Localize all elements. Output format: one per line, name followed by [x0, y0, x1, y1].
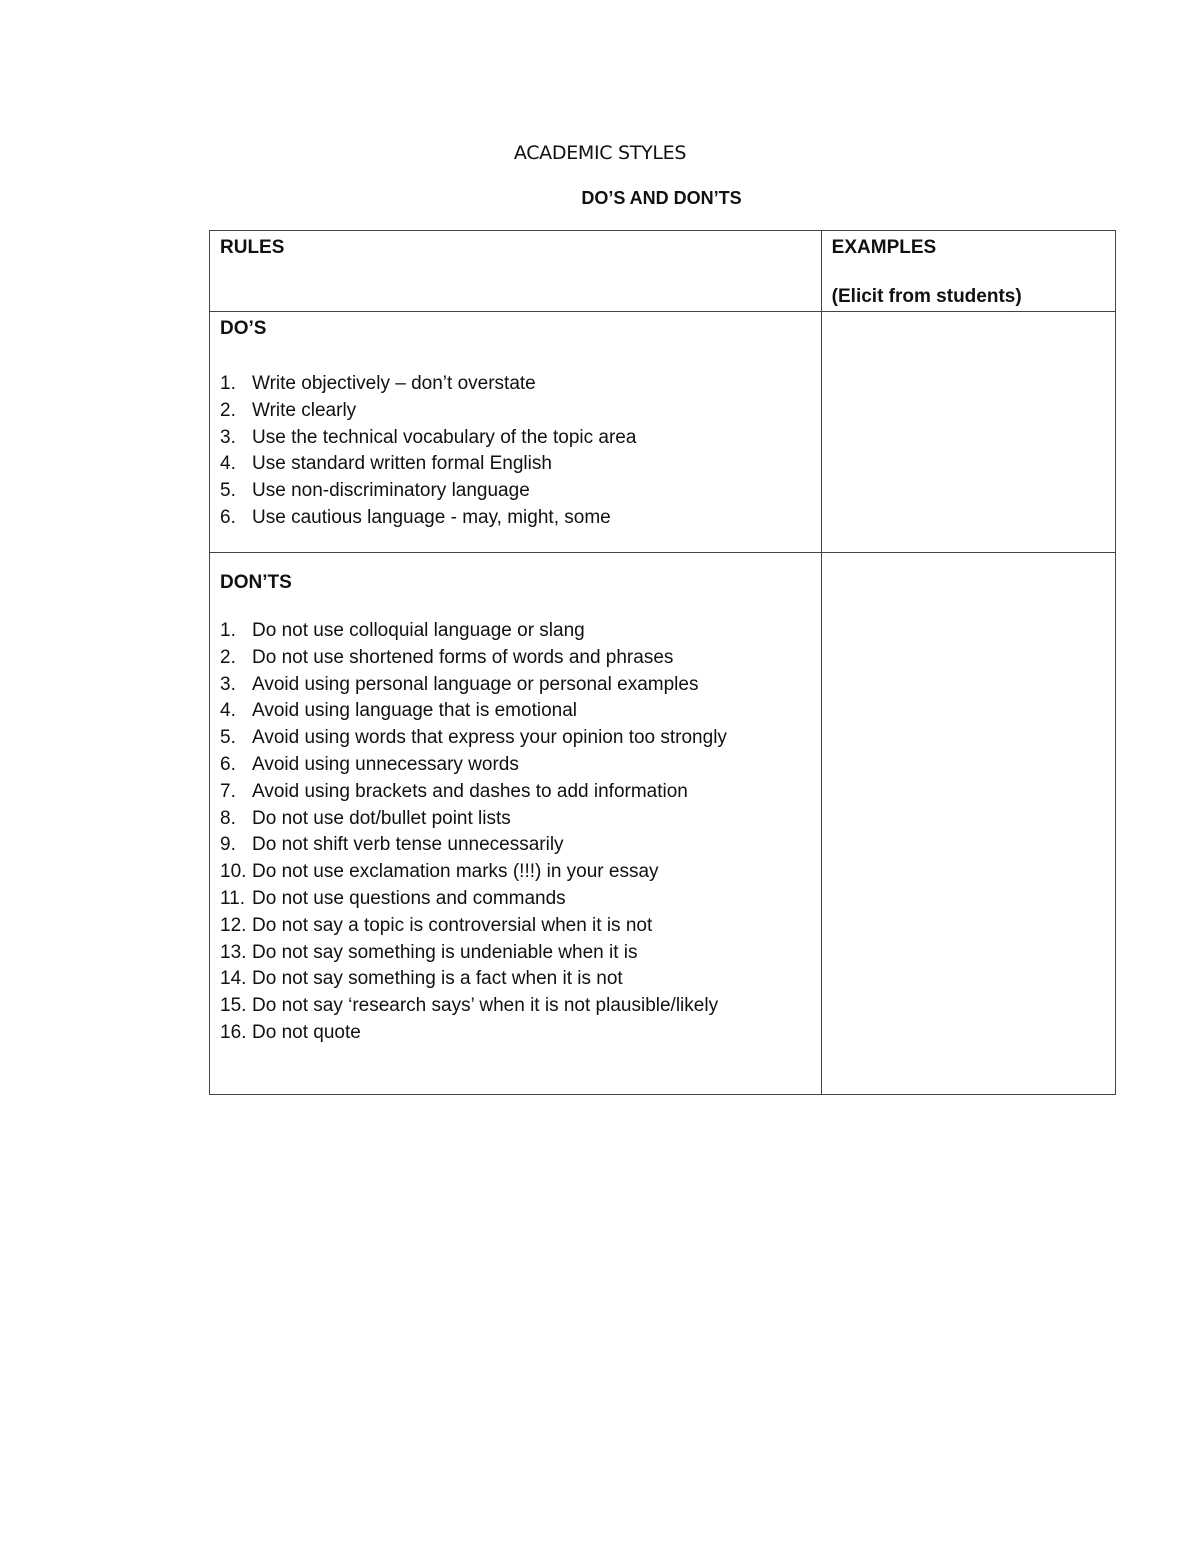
list-item-number: 7.	[220, 780, 236, 802]
list-item	[220, 645, 821, 672]
list-item-number: 15.	[220, 995, 247, 1017]
list-item	[220, 940, 821, 967]
list-item	[220, 779, 821, 806]
list-item	[220, 725, 821, 752]
list-item-text: Do not quote	[252, 1021, 361, 1043]
list-item	[220, 752, 821, 779]
list-item-number: 4.	[220, 453, 236, 475]
list-item-number: 3.	[220, 426, 236, 448]
list-item-text: Do not shift verb tense unnecessarily	[252, 834, 564, 856]
list-item-number: 1.	[220, 373, 236, 394]
list-item	[220, 505, 821, 532]
list-item-text: Do not use exclamation marks (!!!) in your essay	[252, 861, 659, 883]
list-item-text: Use standard written formal English	[252, 453, 552, 475]
list-item	[220, 806, 821, 833]
examples-header-cell	[821, 231, 1115, 312]
list-item-text: Avoid using unnecessary words	[252, 753, 519, 775]
dos-row	[210, 312, 1116, 553]
list-item-number: 6.	[220, 753, 236, 775]
list-item-number: 2.	[220, 646, 236, 668]
list-item-number: 5.	[220, 480, 236, 502]
list-item-text: Do not say ‘research says’ when it is not plausible/likely	[252, 995, 719, 1017]
list-item	[220, 478, 821, 505]
list-item-number: 5.	[220, 727, 236, 749]
list-item	[220, 1020, 821, 1047]
list-item-number: 9.	[220, 834, 236, 856]
donts-rules-cell	[210, 553, 822, 1095]
list-item	[220, 672, 821, 699]
donts-list	[220, 618, 821, 1047]
examples-column-header: EXAMPLES	[831, 237, 937, 258]
list-item-number: 2.	[220, 399, 236, 421]
list-item-text: Do not use questions and commands	[252, 887, 566, 909]
list-item-text: Write objectively – don’t overstate	[252, 373, 536, 394]
rules-column-header: RULES	[220, 237, 285, 258]
rules-header-cell	[210, 231, 822, 312]
list-item-number: 14.	[220, 968, 247, 990]
list-item-number: 10.	[220, 861, 247, 883]
list-item-number: 12.	[220, 914, 247, 936]
dos-rules-cell	[210, 312, 822, 553]
list-item	[220, 451, 821, 478]
list-item-text: Do not use colloquial language or slang	[252, 620, 585, 641]
dos-heading: DO’S	[220, 318, 267, 339]
list-item-number: 4.	[220, 700, 236, 722]
list-item-text: Do not say a topic is controversial when it is not	[252, 914, 653, 936]
list-item-number: 16.	[220, 1021, 247, 1043]
rules-table	[209, 230, 1116, 1095]
list-item	[220, 913, 821, 940]
list-item-text: Avoid using language that is emotional	[252, 700, 577, 722]
list-item-number: 8.	[220, 807, 236, 829]
list-item-text: Use the technical vocabulary of the topic area	[252, 426, 637, 448]
list-item	[220, 859, 821, 886]
list-item	[220, 698, 821, 725]
list-item	[220, 618, 821, 645]
list-item	[220, 832, 821, 859]
list-item-text: Avoid using brackets and dashes to add information	[252, 780, 688, 802]
list-item-text: Do not say something is a fact when it is not	[252, 968, 623, 990]
list-item-number: 1.	[220, 620, 236, 641]
list-item	[220, 425, 821, 452]
examples-column-note: (Elicit from students)	[831, 286, 1022, 307]
list-item-number: 6.	[220, 506, 236, 528]
donts-row	[210, 553, 1116, 1095]
list-item	[220, 966, 821, 993]
list-item	[220, 371, 821, 398]
list-item	[220, 398, 821, 425]
donts-examples-cell	[821, 553, 1115, 1095]
table-header-row	[210, 231, 1116, 312]
list-item-text: Avoid using personal language or personal examples	[252, 673, 699, 695]
document-title: ACADEMIC STYLES	[513, 142, 687, 164]
list-item	[220, 886, 821, 913]
list-item-text: Do not use dot/bullet point lists	[252, 807, 511, 829]
dos-list	[220, 371, 821, 532]
list-item-text: Use cautious language - may, might, some	[252, 506, 611, 528]
list-item-text: Avoid using words that express your opinion too strongly	[252, 727, 727, 749]
list-item-number: 3.	[220, 673, 236, 695]
list-item-text: Do not say something is undeniable when it is	[252, 941, 638, 963]
list-item	[220, 993, 821, 1020]
donts-heading: DON’TS	[220, 572, 292, 593]
list-item-number: 13.	[220, 941, 247, 963]
list-item-text: Do not use shortened forms of words and phrases	[252, 646, 674, 668]
list-item-text: Use non-discriminatory language	[252, 480, 530, 502]
document-subtitle: DO’S AND DON’TS	[581, 188, 742, 208]
list-item-text: Write clearly	[252, 399, 357, 421]
dos-examples-cell	[821, 312, 1115, 553]
list-item-number: 11.	[220, 887, 246, 909]
